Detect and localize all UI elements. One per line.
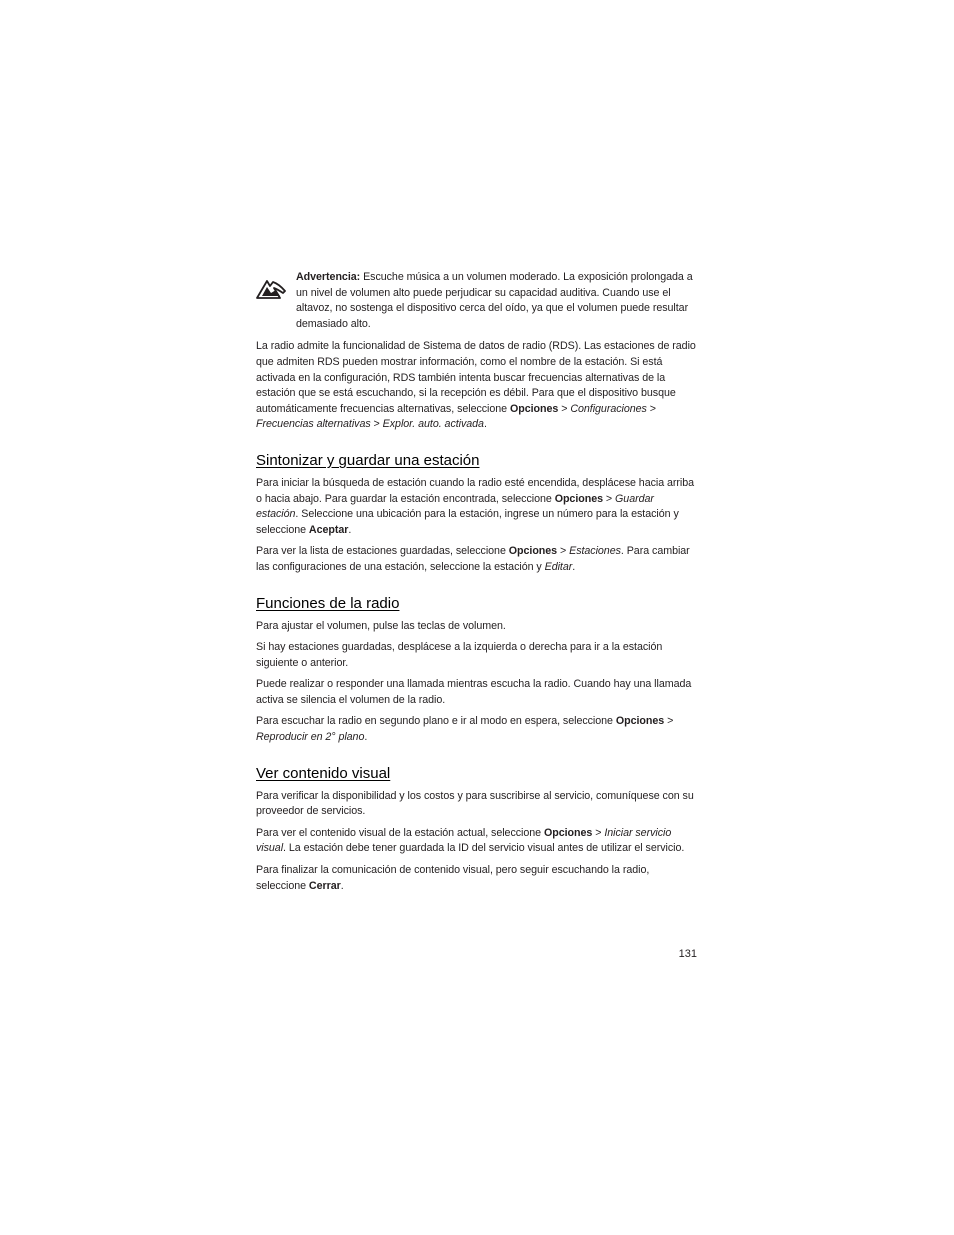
sintonizar-paragraph-1: Para iniciar la búsqueda de estación cuando la radio esté encendida, desplácese hacia arriba o hacia abajo. Para guardar la estación encontrada, seleccione Opciones > Guardar estación. Seleccione una ubicación para la estación, ingrese un número para la estación y seleccione Aceptar. — [256, 476, 695, 536]
warning-text — [296, 270, 697, 332]
intro-paragraph: La radio admite la funcionalidad de Sistema de datos de radio (RDS). Las estaciones de radio que admiten RDS pueden mostrar información, como el nombre de la estación. Si está activada en la configuración, RDS también intenta buscar frecuencias alternativas de la estación que se está escuchando, si la recepción es débil. Para que el dispositivo busque automáticamente frecuencias alternativas, seleccione Opciones > Configuraciones > Frecuencias alternativas > Explor. auto. activada. — [256, 340, 696, 431]
warning-triangle-icon — [256, 278, 286, 300]
warning-note — [256, 270, 697, 332]
warning-label: Advertencia: — [296, 271, 361, 283]
menu-frecuencias-alternativas: Frecuencias alternativas — [256, 418, 371, 431]
ver-paragraph-3: Para finalizar la comunicación de contenido visual, pero seguir escuchando la radio, seleccione Cerrar. — [256, 864, 650, 892]
menu-explor-auto-activada: Explor. auto. activada — [382, 418, 484, 431]
section-heading-ver-contenido: Ver contenido visual — [256, 764, 391, 782]
warning-body: Escuche música a un volumen moderado. La exposición prolongada a un nivel de volumen alto puede perjudicar su capacidad auditiva. Cuando use el altavoz, no sostenga el dispositivo cerca del oído, ya que el volumen puede resultar demasiado alto. — [296, 271, 693, 330]
funciones-paragraph-1: Para ajustar el volumen, pulse las teclas de volumen. — [256, 619, 506, 632]
funciones-paragraph-4: Para escuchar la radio en segundo plano e ir al modo en espera, seleccione Opciones > Reproducir en 2° plano. — [256, 715, 674, 744]
page-content — [256, 270, 697, 900]
funciones-paragraph-3: Puede realizar o responder una llamada mientras escucha la radio. Cuando hay una llamada activa se silencia el volumen de la radio. — [256, 678, 692, 706]
section-heading-funciones: Funciones de la radio — [256, 594, 400, 612]
menu-opciones: Opciones — [510, 402, 559, 415]
page-number: 131 — [678, 948, 697, 960]
funciones-paragraph-2: Si hay estaciones guardadas, desplácese a la izquierda o derecha para ir a la estación siguiente o anterior. — [256, 641, 663, 669]
sintonizar-paragraph-2: Para ver la lista de estaciones guardadas, seleccione Opciones > Estaciones. Para cambiar las configuraciones de una estación, seleccione la estación y Editar. — [256, 545, 690, 573]
section-heading-sintonizar: Sintonizar y guardar una estación — [256, 451, 480, 469]
menu-configuraciones: Configuraciones — [570, 402, 647, 415]
ver-paragraph-1: Para verificar la disponibilidad y los costos y para suscribirse al servicio, comuníquese con su proveedor de servicios. — [256, 789, 694, 818]
ver-paragraph-2: Para ver el contenido visual de la estación actual, seleccione Opciones > Iniciar servicio visual. La estación debe tener guardada la ID del servicio visual antes de utilizar el servicio. — [256, 826, 685, 855]
